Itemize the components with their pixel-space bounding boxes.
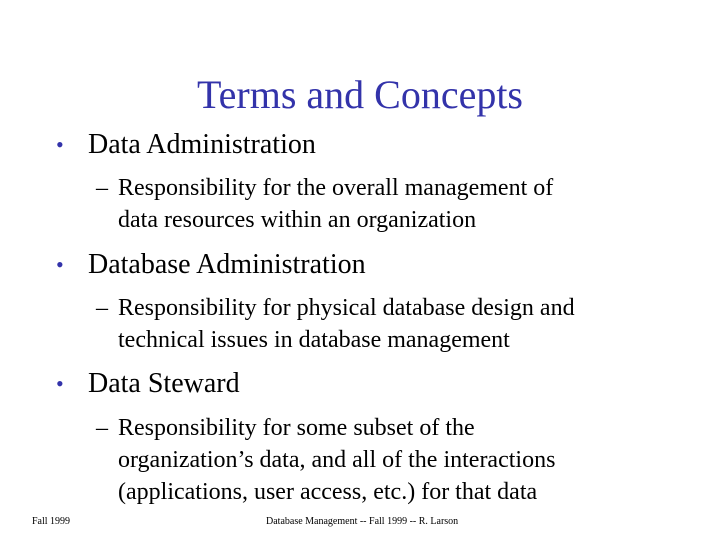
sub-bullet [96,292,678,356]
sub-bullet-line: (applications, user access, etc.) for that data [118,479,538,505]
sub-bullet-line: Responsibility for some subset of the [118,415,475,441]
footer-left: Fall 1999 [32,516,71,527]
bullet-icon: • [56,132,64,157]
footer-center: Database Management -- Fall 1999 -- R. Larson [266,516,459,527]
bullet-heading: Database Administration [88,249,366,280]
dash-icon: – [96,415,108,441]
bullet-heading: Data Steward [88,368,240,399]
dash-icon: – [96,175,108,201]
sub-bullet [96,412,678,508]
bullet-heading: Data Administration [88,129,316,160]
sub-bullet-line: data resources within an organization [118,207,477,233]
sub-bullet-line: Responsibility for physical database design and [118,295,575,321]
bullet-icon: • [56,371,64,396]
sub-bullet-line: technical issues in database management [118,327,510,353]
sub-bullet [96,172,678,236]
dash-icon: – [96,295,108,321]
sub-bullet-line: organization’s data, and all of the interactions [118,447,556,473]
slide-title: Terms and Concepts [196,72,523,117]
sub-bullet-line: Responsibility for the overall management of [118,175,554,201]
bullet-icon: • [56,252,64,277]
